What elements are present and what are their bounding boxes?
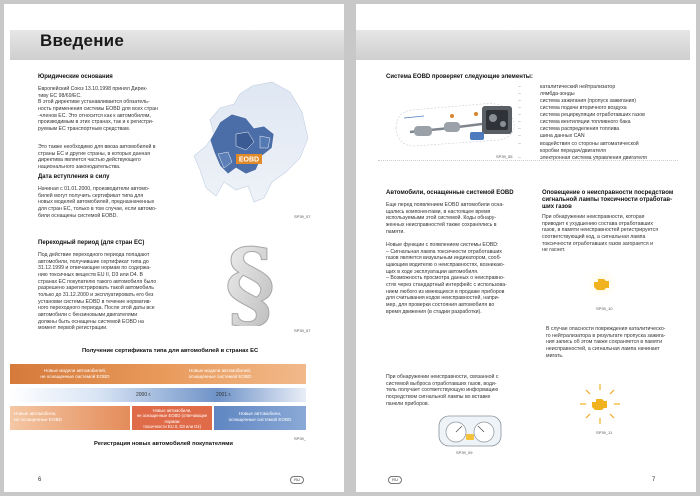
language-badge: RU: [290, 476, 304, 484]
figure-code: SP39_09: [456, 450, 473, 455]
timeline-box-reg-transition: Новые автомобили, не оснащенные EOBD (отвечающие нормам токсичности EU II, D3 или D4): [136, 408, 208, 429]
paragraph-cars-before: Еще перед появлением EOBD автомобили осна- щались компонентами, в настоящее время используемыми этой системой. Коды обнару- женных неисправностей также сохранялись в памяти.: [386, 202, 505, 235]
figure-code: SP39_11: [596, 430, 613, 435]
figure-code: SP39_07: [294, 214, 311, 219]
heading-cars-eobd: Автомобили, оснащенные системой EOBD: [386, 190, 514, 196]
paragraph-transition: Под действие переходного периода попадают автомобили, получившие сертификат типа до 31.12.1999 и отвечающие нормам по содержа- нию токсичных веществ EU II, D3 или D4. В странах ЕС покупателю такого автомобиля было разрешено зарегистрировать такой автомобиль только до 31.12.2000 и эксплуатировать его без установки системы EOBD в течение норматив- ного переходного периода. После этой даты все автомобили с бензиновыми двигателями должны быть оснащены системой EOBD на момент первой регистрации.: [38, 252, 157, 332]
paragraph-lamp-blink: В случае опасности повреждения каталитическо- го нейтрализатора в результате пропуска зажига- ния запись об этом также сохраняется в памяти неисправностей, а сигнальная лампа начинает мигать.: [546, 326, 666, 359]
timeline-title: Получение сертификата типа для автомобилей в странах ЕС: [82, 348, 259, 354]
svg-text:§: §: [224, 236, 276, 326]
page-header: [356, 30, 690, 60]
heading-lamp: Оповещение о неисправности посредством сигнальной лампы токсичности отработав- ших газов: [542, 190, 674, 211]
paragraph-effective-date: Начиная с 01.01.2000, производители автомо- билей могут получить сертификат типа для новых моделей автомобилей, предназначенных для стран ЕС, только в том случае, если автомо- били оснащены системой EOBD.: [38, 186, 157, 219]
page-header: [10, 30, 344, 60]
engine-lamp-on-icon: [584, 266, 620, 302]
timeline-box-reg-eobd: Новые автомобили, оснащенные системой EOBD: [228, 411, 292, 422]
figure-code: SP39_57: [294, 328, 311, 333]
engine-exhaust-image: [390, 88, 520, 154]
heading-transition: Переходный период (для стран ЕС): [38, 240, 145, 246]
language-badge: RU: [388, 476, 402, 484]
timeline-year-2000: 2000 г.: [136, 392, 152, 398]
figure-code: SP39_55: [496, 154, 513, 159]
heading-systems: Система EOBD проверяет следующие элементы:: [386, 74, 533, 80]
paragraph-cars-functions: Новые функции с появлением системы EOBD: – Сигнальная лампа токсичности отработавших газов является визуальным индикатором, сооб- щающим водителю о неисправностях, возникаю- щих в ходе эксплуатации автомобиля. – Возможность просмотра данных о неисправно- стях через стандартный интерфейс с использова- нием любого из имеющихся в продаже приборов для считывания кодов неисправностей, напри- мер, для проверки состояния автомобиля во время движения (в стадии разработки).: [386, 242, 507, 315]
heading-legal: Юридические основания: [38, 74, 113, 80]
paragraph-import: Это также необходимо для ввоза автомобилей в страны ЕС и другие страны, в которых данная директива является частью действующего национального законодательства.: [38, 144, 156, 170]
timeline-box-reg-no-eobd: Новые автомобили, не оснащенные EOBD: [14, 411, 62, 422]
engine-lamp-blink-icon: [578, 382, 622, 426]
paragraph-cars-indicator: При обнаружении неисправности, связанной с системой выброса отработавших газов, води- тель получает соответствующую информацию посредством сигнальной лампы во вставке панели приборов.: [386, 374, 499, 407]
systems-dashes: – – – – – – – – – –: [518, 84, 521, 161]
map-eobd-label: EOBD: [238, 156, 260, 164]
timeline-box-eobd: Новые модели автомобилей, оснащенные системой EOBD: [188, 368, 252, 379]
heading-effective-date: Дата вступления в силу: [38, 174, 110, 180]
divider: [378, 160, 678, 161]
page-number: 6: [38, 477, 42, 483]
instrument-cluster-image: [438, 412, 502, 448]
paragraph-lamp-on: При обнаружении неисправности, которая приводит к ухудшению состава отработавших газов, в памяти неисправностей регистрируется соответствующий код, а сигнальная лампа токсичности отработавших газов загорается и не гаснет.: [542, 214, 658, 254]
europe-map-image: [190, 78, 314, 216]
systems-list: каталитический нейтрализатор лямбда-зонды система зажигания (пропуск зажигания) система подачи вторичного воздуха система рециркуляции отработавших газов система вентиляции топливного бака система распределения топлива шина данных CAN воздействия со стороны автоматической коробки передач/двигателя электронная система управления двигателя: [540, 84, 647, 161]
left-page: [4, 4, 344, 492]
figure-code: SP39_: [294, 436, 307, 441]
timeline-box-no-eobd: Новые модели автомобилей, не оснащенные системой EOBD: [40, 368, 110, 379]
paragraph-symbol-image: [200, 236, 300, 326]
timeline-diagram: [10, 364, 306, 432]
timeline-bottom-label: Регистрация новых автомобилей покупателями: [94, 441, 233, 447]
timeline-year-bar: [10, 388, 306, 402]
figure-code: SP39_10: [596, 306, 613, 311]
paragraph-legal: Европейский Союз 13.10.1998 принял Дирек- тиву ЕС 98/69/ЕС. В этой директиве устанавливается обязатель- ность применения системы EOBD для всех стран -членов ЕС. Это относится как к автомобилям, производимым в этих странах, так и к регистри- руемым ЕС транспортным средствам.: [38, 86, 158, 132]
page-number: 7: [652, 477, 656, 483]
timeline-year-2001: 2001 г.: [216, 392, 232, 398]
page-title: Введение: [40, 31, 124, 50]
right-page: [356, 4, 696, 492]
